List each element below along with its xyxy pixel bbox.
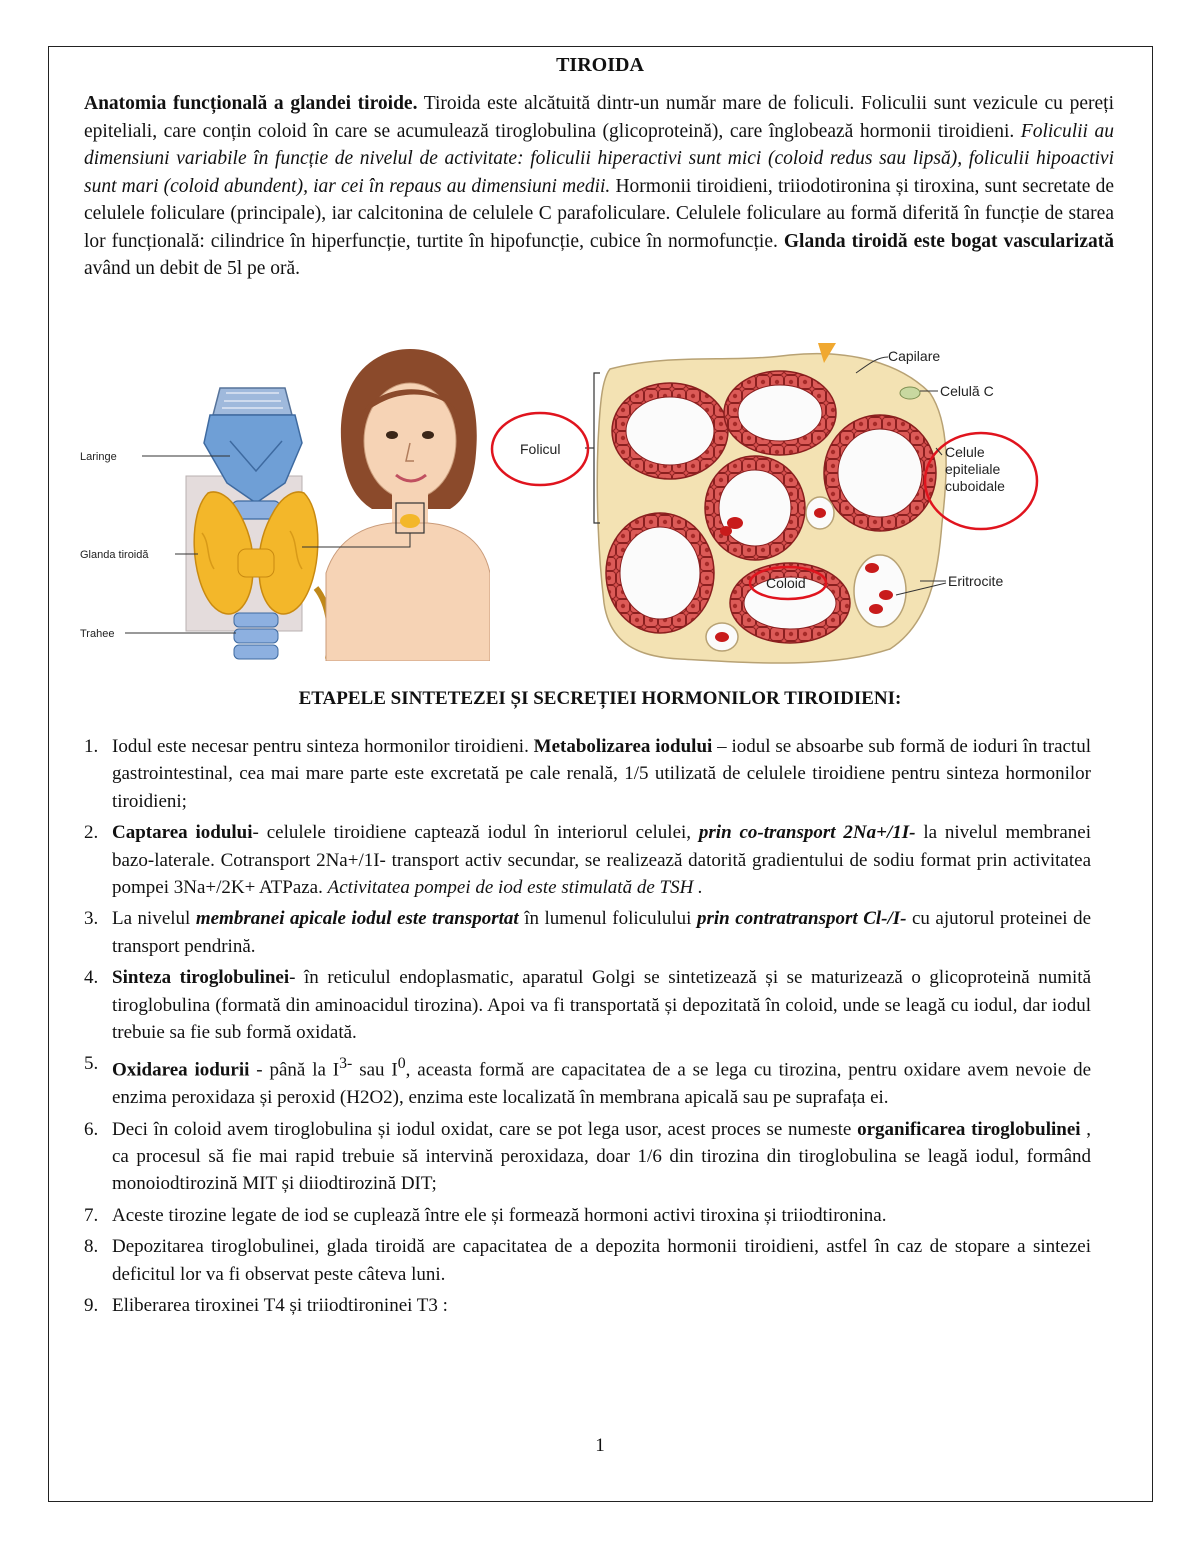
list-item bbox=[84, 1202, 1091, 1229]
list-item bbox=[84, 905, 1091, 960]
thyroid-follicle-figure bbox=[490, 333, 1060, 673]
capillary bbox=[854, 555, 906, 627]
list-item bbox=[84, 733, 1091, 815]
woman-eye-left bbox=[386, 431, 398, 439]
step-italic: Activitatea pompei de iod este stimulată de TSH . bbox=[327, 877, 703, 899]
woman-eye-right bbox=[422, 431, 434, 439]
cells-label-line-2: epiteliale bbox=[945, 461, 1001, 477]
list-item bbox=[84, 1233, 1091, 1288]
steps-list bbox=[84, 733, 1091, 1323]
list-item bbox=[84, 819, 1091, 901]
intro-paragraph bbox=[84, 90, 1114, 283]
thyroid-anatomy-illustration bbox=[80, 343, 490, 661]
erythrocyte bbox=[720, 526, 732, 536]
small-thyroid bbox=[400, 514, 420, 528]
step-text: în lumenul foliculului bbox=[518, 908, 697, 930]
step-bold-italic: membranei apicale iodul este transportat bbox=[195, 908, 519, 930]
list-number: 8. bbox=[84, 1236, 99, 1258]
larynx-label: Laringe bbox=[80, 451, 117, 463]
list-number: 2. bbox=[84, 822, 99, 844]
follicle-colloid bbox=[738, 385, 822, 441]
step-text: - în reticulul endoplasmatic, aparatul Golgi se sintetizează și se maturizează o glicoproteină numită tiroglobulina (formată din aminoacidul tirozina). Apoi va fi transportată și depozitată în coloid, unde se leagă cu iodul, dar iodul trebuie sa fie sub formă oxidată. bbox=[112, 967, 1092, 1044]
step-bold: Sinteza tiroglobulinei bbox=[112, 967, 290, 989]
trachea-ring bbox=[234, 613, 278, 627]
erythrocyte bbox=[865, 563, 879, 573]
step-text: sau I bbox=[352, 1059, 398, 1081]
step-text: Deci în coloid avem tiroglobulina și iodul oxidat, care se pot lega usor, acest proces se numeste bbox=[112, 1118, 858, 1140]
step-superscript: 3- bbox=[339, 1055, 353, 1073]
list-item bbox=[84, 1116, 1091, 1198]
follicle-colloid bbox=[626, 397, 714, 465]
step-text: La nivelul bbox=[112, 908, 196, 930]
intro-text-3: având un debit de 5l pe oră. bbox=[84, 258, 301, 279]
step-bold: organificarea tiroglobulinei bbox=[857, 1118, 1081, 1140]
step-text: Iodul este necesar pentru sinteza hormonilor tiroidieni. bbox=[112, 736, 534, 757]
step-superscript: 0 bbox=[397, 1055, 406, 1073]
colloid-label: Coloid bbox=[766, 575, 806, 591]
list-number: 1. bbox=[84, 736, 99, 757]
step-text: - celulele tiroidiene captează iodul în interiorul celulei, bbox=[252, 822, 699, 844]
step-text: Eliberarea tiroxinei T4 și triiodtironinei T3 : bbox=[112, 1295, 448, 1317]
step-bold: Captarea iodului bbox=[112, 822, 253, 844]
thyroid-isthmus bbox=[238, 549, 274, 577]
erythrocyte bbox=[879, 590, 893, 600]
step-bold: Metabolizarea iodului bbox=[533, 736, 713, 757]
c-cell-label: Celulă C bbox=[940, 383, 994, 399]
intro-italic: Foliculii au dimensiuni variabile în funcție de nivelul de activitate: foliculii hiperactivi sunt mici (coloid redus sau lipsă), foliculii hipoactivi sunt mari (coloid abundent), iar cei în repaus au dimensiuni medii. bbox=[84, 120, 1114, 197]
woman-shoulders bbox=[326, 523, 490, 661]
list-number: 6. bbox=[84, 1118, 99, 1140]
step-text: , ca procesul să fie mai rapid trebuie să intervină peroxidaza, doar 1/6 din tirozina din tiroglobulina se leagă iodul, formând monoiodtirozină MIT și diiodtirozină DIT; bbox=[112, 1118, 1091, 1195]
c-cell bbox=[900, 387, 920, 399]
step-text: - până la I bbox=[249, 1059, 340, 1081]
cells-label-line-1: Celule bbox=[945, 444, 985, 460]
step-text: Aceste tirozine legate de iod se cuplează între ele și formează hormoni activi tiroxina și triiodtironina. bbox=[112, 1204, 887, 1226]
intro-text-2: Hormonii tiroidieni, triiodotironina și tiroxina, sunt secretate de celulele foliculare (principale), iar calcitonina de celulele C parafoliculare. Celulele foliculare au formă diferită în funcție de starea lor funcțională: cilindrice în hiperfuncție, turtite în hipofuncție, cubice în normofuncție. bbox=[84, 175, 1114, 252]
follicle-histology-illustration bbox=[490, 333, 1060, 673]
step-text: , aceasta formă are capacitatea de a se lega cu tirozina, pentru oxidare avem nevoie de enzima peroxidaza și peroxid (H2O2), enzima este localizată în membrana apicală sau pe suprafața ei. bbox=[112, 1059, 1091, 1109]
step-text: la nivelul membranei bazo-laterale. Cotransport 2Na+/1I- transport activ secundar, se realizează datorită gradientului de sodiu format prin activitatea pompei 3Na+/2K+ ATPaza. bbox=[112, 822, 1091, 899]
trachea-label: Trahee bbox=[80, 628, 115, 640]
follicle-colloid bbox=[620, 527, 700, 619]
list-number: 4. bbox=[84, 967, 99, 989]
step-text: Depozitarea tiroglobulinei, glada tiroidă are capacitatea de a depozita hormonii tiroidieni, astfel în caz de stopare a sintezei deficitul lor va fi observat peste câteva luni. bbox=[112, 1236, 1091, 1285]
intro-bold-2: Glanda tiroidă este bogat vascularizată bbox=[783, 230, 1114, 252]
erythrocyte bbox=[869, 604, 883, 614]
erythrocyte bbox=[715, 632, 729, 642]
thyroid-label: Glanda tiroidă bbox=[80, 549, 149, 561]
follicle-colloid bbox=[838, 429, 922, 517]
step-bold: Oxidarea iodurii bbox=[112, 1059, 250, 1081]
list-number: 7. bbox=[84, 1204, 99, 1226]
section-title: ETAPELE SINTETEZEI ȘI SECREȚIEI HORMONILOR TIROIDIENI: bbox=[298, 688, 902, 709]
step-bold-italic: prin co-transport 2Na+/1I- bbox=[698, 822, 916, 844]
follicle-label: Folicul bbox=[520, 441, 561, 457]
thyroid-anatomy-figure bbox=[80, 343, 490, 661]
list-number: 3. bbox=[84, 908, 99, 930]
step-text: – iodul se absoarbe sub formă de ioduri în tractul gastrointestinal, cea mai mare parte este excretată pe cale renală, 1/5 utilizată de celulele tiroidiene pentru sinteza hormonilor tiroidieni; bbox=[112, 736, 1091, 812]
document-title: TIROIDA bbox=[556, 54, 644, 76]
trachea-ring bbox=[234, 629, 278, 643]
capillaries-label: Capilare bbox=[888, 348, 941, 364]
step-text: cu ajutorul proteinei de transport pendrină. bbox=[112, 908, 1091, 957]
list-item bbox=[84, 964, 1091, 1046]
erythrocytes-label: Eritrocite bbox=[948, 573, 1004, 589]
list-number: 5. bbox=[84, 1053, 99, 1075]
page-number: 1 bbox=[595, 1435, 605, 1456]
intro-lead: Anatomia funcțională a glandei tiroide. bbox=[84, 93, 418, 114]
step-bold-italic: prin contratransport Cl-/I- bbox=[696, 908, 907, 930]
cells-label-line-3: cuboidale bbox=[945, 478, 1005, 494]
list-item bbox=[84, 1292, 1091, 1319]
intro-text-1: Tiroida este alcătuită dintr-un număr mare de foliculi. Foliculii sunt vezicule cu pereți epiteliali, care conțin coloid în care se acumulează tiroglobulina (glicoproteină), care înglobează hormonii tiroidieni. bbox=[84, 93, 1114, 142]
trachea-ring bbox=[234, 645, 278, 659]
list-item bbox=[84, 1050, 1091, 1111]
erythrocyte bbox=[814, 508, 826, 518]
list-number: 9. bbox=[84, 1295, 99, 1317]
